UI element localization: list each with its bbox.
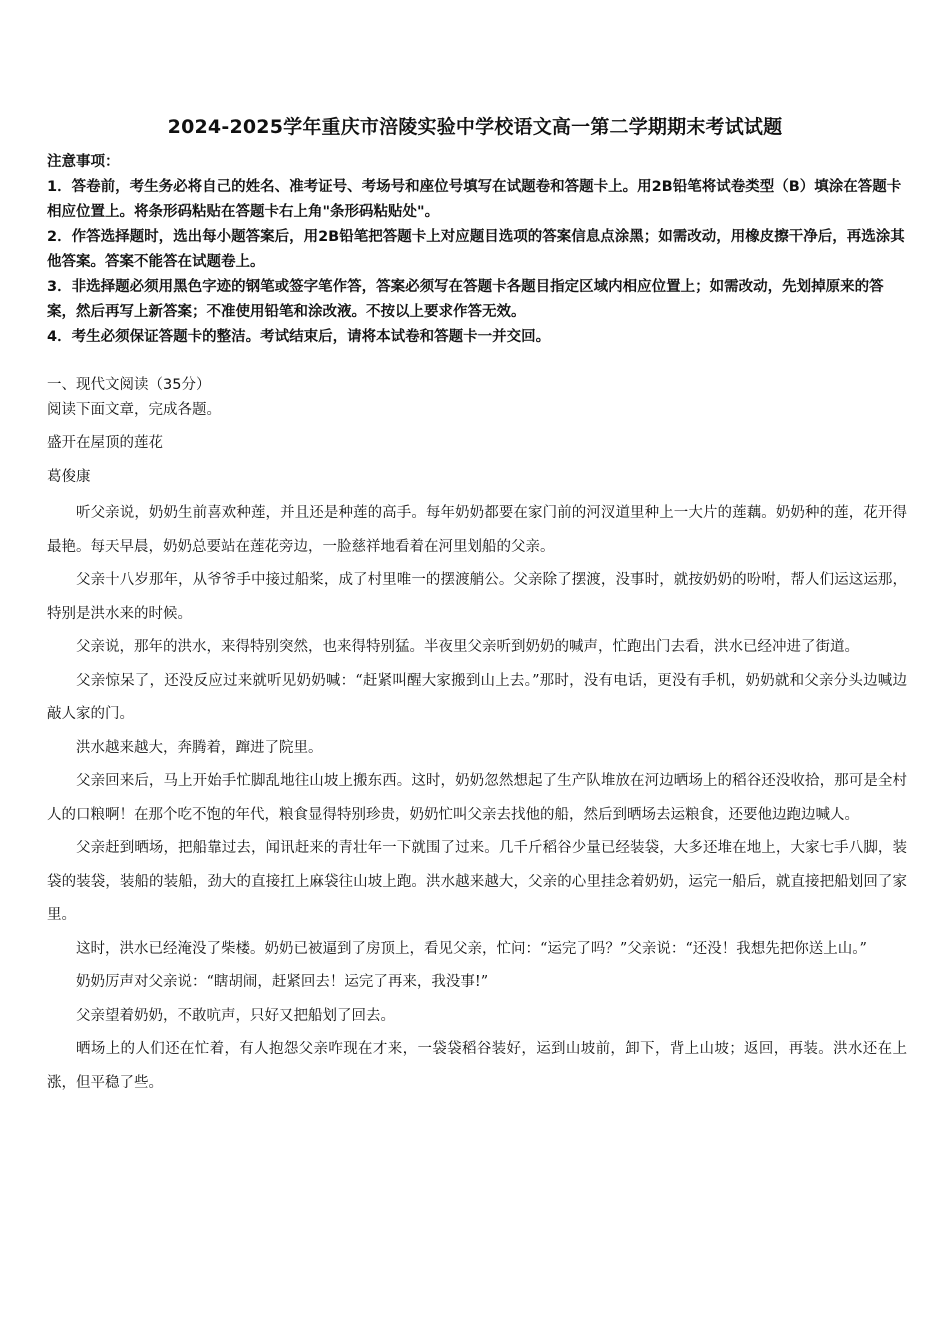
article-paragraph: 父亲回来后，马上开始手忙脚乱地往山坡上搬东西。这时，奶奶忽然想起了生产队堆放在河边晒场上的稻谷还没收拾，那可是全村人的口粮啊！在那个吃不饱的年代，粮食显得特别珍贵，奶奶忙叫父亲去找他的船，然后到晒场去运粮食，还要他边跑边喊人。 [47,773,907,823]
article-paragraph: 父亲赶到晒场，把船靠过去，闻讯赶来的青壮年一下就围了过来。几千斤稻谷少量已经装袋，大多还堆在地上，大家七手八脚，装袋的装袋，装船的装船，劲大的直接扛上麻袋往山坡上跑。洪水越来越大，父亲的心里挂念着奶奶，运完一船后，就直接把船划回了家里。 [47,840,907,923]
article-paragraph: 听父亲说，奶奶生前喜欢种莲，并且还是种莲的高手。每年奶奶都要在家门前的河汊道里种上一大片的莲藕。奶奶种的莲，花开得最艳。每天早晨，奶奶总要站在莲花旁边，一脸慈祥地看着在河里划船的父亲。 [47,505,907,555]
notice-block [47,150,907,350]
notice-item: 2．作答选择题时，选出每小题答案后，用2B铅笔把答题卡上对应题目选项的答案信息点涂黑；如需改动，用橡皮擦干净后，再选涂其他答案。答案不能答在试题卷上。 [47,229,905,270]
section-heading: 一、现代文阅读（35分） [47,377,211,393]
article-paragraph: 父亲望着奶奶，不敢吭声，只好又把船划了回去。 [76,1007,395,1024]
article-paragraph: 父亲说，那年的洪水，来得特别突然，也来得特别猛。半夜里父亲听到奶奶的喊声，忙跑出门去看，洪水已经冲进了街道。 [76,639,859,655]
article-paragraph: 洪水越来越大，奔腾着，蹿进了院里。 [76,739,323,756]
article-title: 盛开在屋顶的莲花 [47,435,163,451]
document-title: 2024-2025学年重庆市涪陵实验中学校语文高一第二学期期末考试试题 [167,116,783,138]
notice-item: 4．考生必须保证答题卡的整洁。考试结束后，请将本试卷和答题卡一并交回。 [47,329,551,345]
article-paragraph: 晒场上的人们还在忙着，有人抱怨父亲咋现在才来，一袋袋稻谷装好，运到山坡前，卸下，背上山坡；返回，再装。洪水还在上涨，但平稳了些。 [47,1041,907,1091]
article-paragraph: 父亲惊呆了，还没反应过来就听见奶奶喊：“赶紧叫醒大家搬到山上去。”那时，没有电话，更没有手机，奶奶就和父亲分头边喊边敲人家的门。 [47,672,907,722]
article-paragraph: 奶奶厉声对父亲说：“瞎胡闹，赶紧回去！运完了再来，我没事!” [76,974,489,990]
section-instruction: 阅读下面文章，完成各题。 [47,402,221,418]
article-body [47,497,907,1100]
article-paragraph: 父亲十八岁那年，从爷爷手中接过船桨，成了村里唯一的摆渡艄公。父亲除了摆渡，没事时，就按奶奶的吩咐，帮人们运这运那，特别是洪水来的时候。 [47,572,907,622]
notice-heading: 注意事项： [47,154,120,170]
article-paragraph: 这时，洪水已经淹没了柴楼。奶奶已被逼到了房顶上，看见父亲，忙问：“运完了吗？”父亲说：“还没！我想先把你送上山。” [76,940,867,957]
notice-item: 3．非选择题必须用黑色字迹的钢笔或签字笔作答，答案必须写在答题卡各题目指定区域内相应位置上；如需改动，先划掉原来的答案，然后再写上新答案；不准使用铅笔和涂改液。不按以上要求作答无效。 [47,279,884,320]
notice-item: 1．答卷前，考生务必将自己的姓名、准考证号、考场号和座位号填写在试题卷和答题卡上。用2B铅笔将试卷类型（B）填涂在答题卡相应位置上。将条形码粘贴在答题卡右上角"条形码粘贴处"。 [47,179,902,220]
article-author: 葛俊康 [47,469,91,485]
